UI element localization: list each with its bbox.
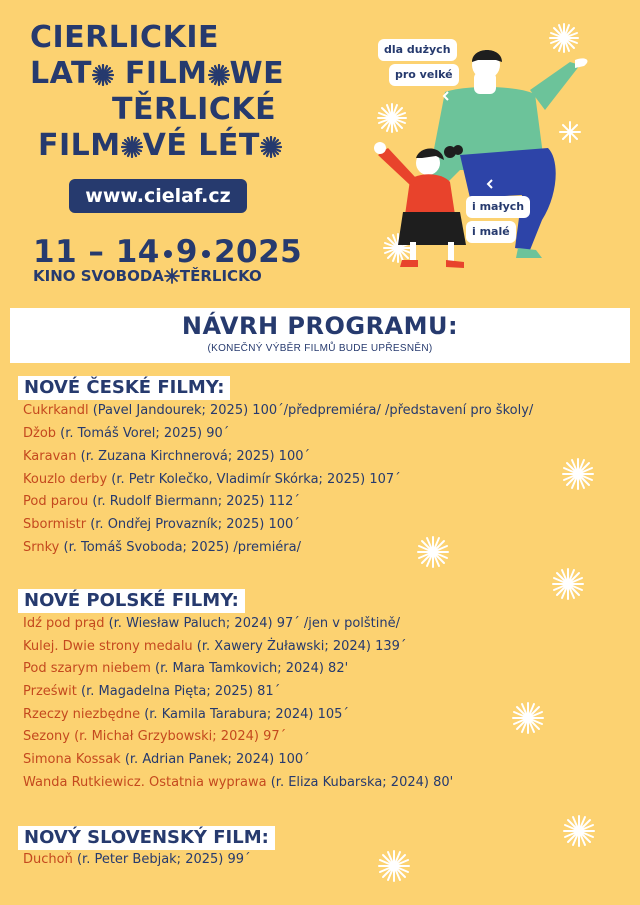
film-item: Cukrkandl (Pavel Jandourek; 2025) 100´/předpremiéra/ /představení pro školy/	[23, 403, 534, 418]
burst-decoration-icon	[560, 456, 596, 492]
film-item: Srnky (r. Tomáš Svoboda; 2025) /premiéra/	[23, 540, 301, 555]
film-item: Rzeczy niezbędne (r. Kamila Tarabura; 2024) 105´	[23, 707, 349, 722]
bubble-i-male: i malé	[466, 221, 516, 243]
program-subtitle: (KONEČNÝ VÝBĚR FILMŮ BUDE UPŘESNĚN)	[207, 343, 433, 354]
title-line-2: LAT FILM WE	[30, 56, 285, 91]
dot-separator	[164, 250, 172, 258]
burst-decoration-icon	[376, 848, 412, 884]
film-item: Pod parou (r. Rudolf Biermann; 2025) 112´	[23, 494, 300, 509]
film-item: Sezony (r. Michał Grzybowski; 2024) 97´	[23, 729, 287, 744]
program-title: NÁVRH PROGRAMU:	[181, 312, 459, 340]
website-link[interactable]: www.cielaf.cz	[69, 179, 247, 213]
bubble-pro-velke: pro velké	[389, 64, 459, 86]
burst-o-icon	[92, 64, 114, 86]
burst-decoration-icon	[561, 813, 597, 849]
film-item: Kouzlo derby (r. Petr Kolečko, Vladimír Skórka; 2025) 107´	[23, 472, 401, 487]
venue: KINO SVOBODA TĚRLICKO	[33, 267, 262, 285]
burst-separator-icon	[164, 268, 180, 284]
burst-decoration-icon	[510, 700, 546, 736]
festival-dates: 11 – 14 9 2025	[33, 234, 303, 270]
film-item: Džob (r. Tomáš Vorel; 2025) 90´	[23, 426, 230, 441]
section-polish-films: NOVÉ POLSKÉ FILMY:	[18, 589, 245, 613]
bubble-dla-duzych: dla dużych	[378, 39, 457, 61]
film-item: Wanda Rutkiewicz. Ostatnia wyprawa (r. Eliza Kubarska; 2024) 80'	[23, 775, 454, 790]
film-item: Simona Kossak (r. Adrian Panek; 2024) 100´	[23, 752, 310, 767]
title-line-4: FILM VÉ LÉT	[38, 128, 282, 163]
film-item: Duchoň (r. Peter Bebjak; 2025) 99´	[23, 852, 251, 867]
title-line-3: TĚRLICKÉ	[112, 92, 277, 127]
section-slovak-film: NOVÝ SLOVENSKÝ FILM:	[18, 826, 275, 850]
burst-decoration-icon	[550, 566, 586, 602]
film-item: Sbormistr (r. Ondřej Provazník; 2025) 100´	[23, 517, 300, 532]
film-item: Karavan (r. Zuzana Kirchnerová; 2025) 100´	[23, 449, 310, 464]
dot-separator	[202, 250, 210, 258]
burst-o-icon	[260, 136, 282, 158]
film-item: Prześwit (r. Magadelna Pięta; 2025) 81´	[23, 684, 281, 699]
film-item: Kulej. Dwie strony medalu (r. Xawery Żuławski; 2024) 139´	[23, 639, 407, 654]
burst-decoration-icon	[415, 534, 451, 570]
title-line-1: CIERLICKIE	[30, 20, 219, 55]
burst-o-icon	[121, 136, 143, 158]
program-header	[10, 308, 630, 363]
bubble-i-malych: i małych	[466, 196, 530, 218]
section-czech-films: NOVÉ ČESKÉ FILMY:	[18, 376, 230, 400]
film-item: Pod szarym niebem (r. Mara Tamkovich; 2024) 82'	[23, 661, 349, 676]
film-item: Idź pod prąd (r. Wiesław Paluch; 2024) 97´ /jen v polštině/	[23, 616, 400, 631]
burst-o-icon	[208, 64, 230, 86]
